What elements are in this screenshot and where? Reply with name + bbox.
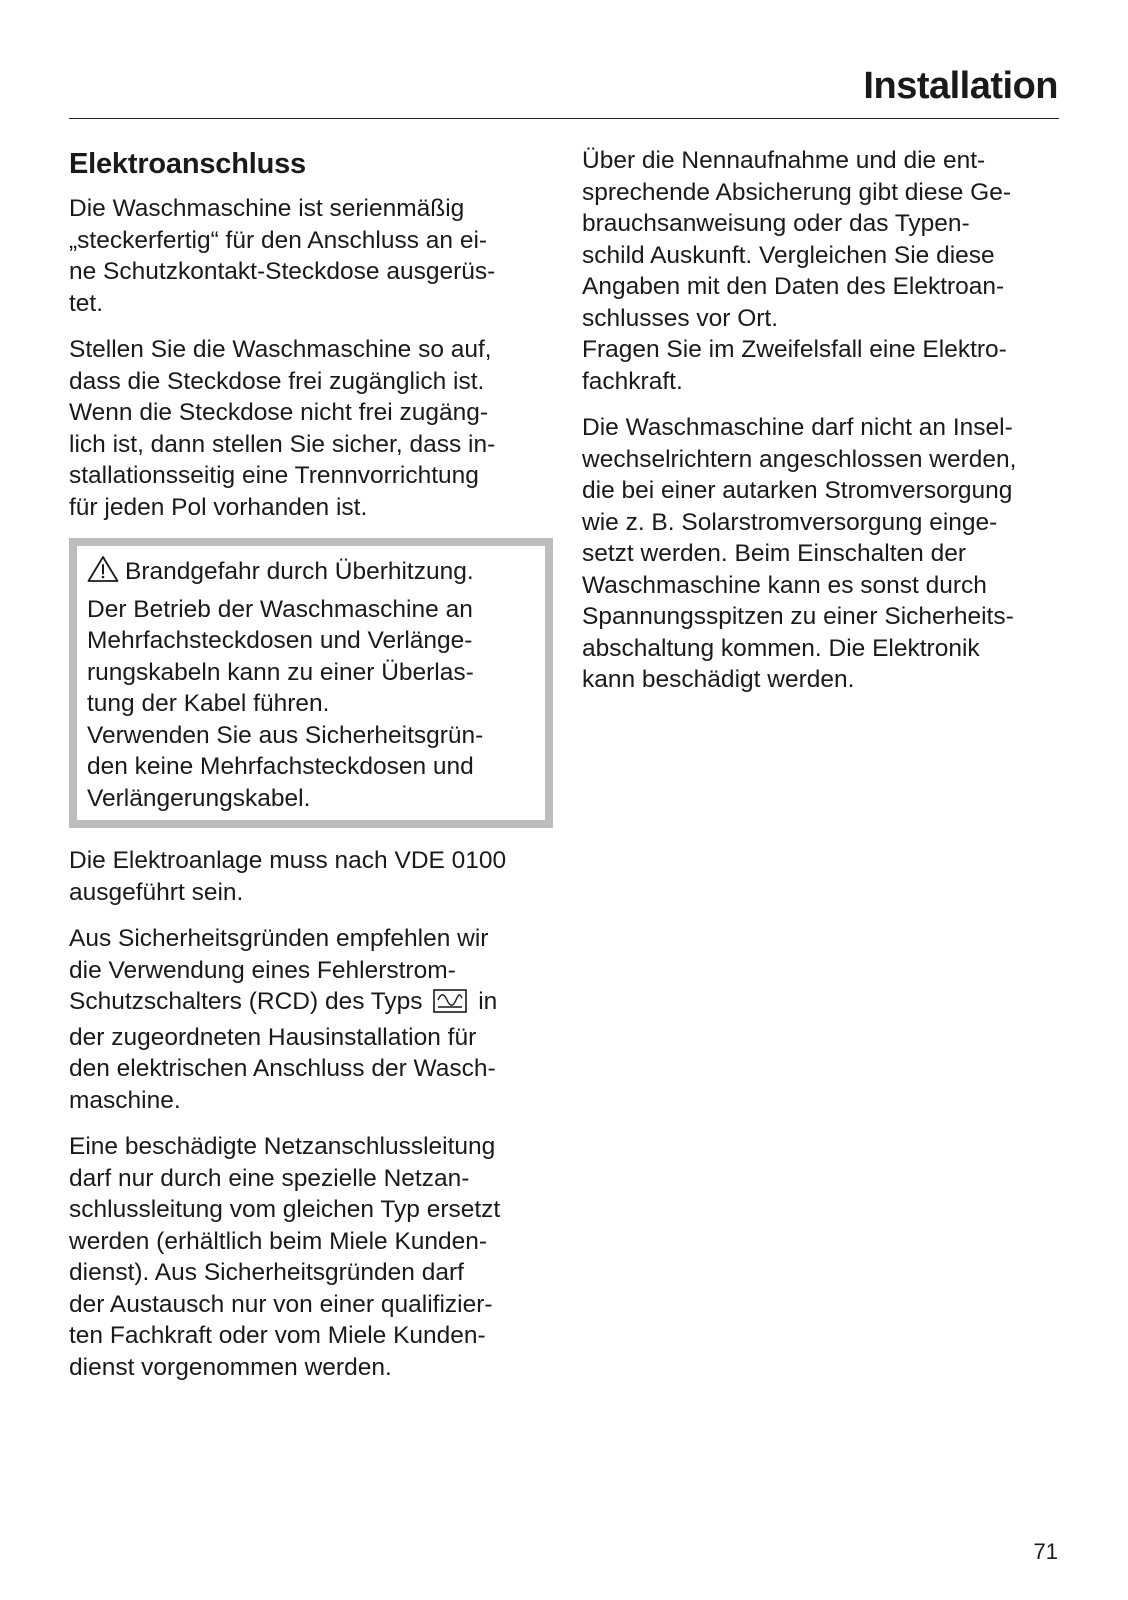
text-line: die bei einer autarken Stromversorgung bbox=[582, 477, 1013, 504]
text-line: fachkraft. bbox=[582, 367, 683, 395]
page-header-title: Installation bbox=[863, 65, 1058, 107]
text-line: Spannungsspitzen zu einer Sicherheits- bbox=[582, 603, 1014, 630]
text-line: werden (erhältlich beim Miele Kunden- bbox=[69, 1227, 488, 1255]
warning-text-line: Der Betrieb der Waschmaschine an bbox=[87, 595, 473, 623]
text-line: Die Waschmaschine darf nicht an Insel- bbox=[582, 414, 1013, 441]
text-line: setzt werden. Beim Einschalten der bbox=[582, 540, 967, 567]
warning-triangle-icon bbox=[87, 555, 119, 592]
text-segment: in bbox=[478, 988, 498, 1015]
text-line: lich ist, dann stellen Sie sicher, dass in- bbox=[69, 430, 496, 458]
text-line: Die Waschmaschine ist serienmäßig bbox=[69, 195, 465, 222]
text-line: für jeden Pol vorhanden ist. bbox=[69, 493, 368, 521]
text-line: ne Schutzkontakt-Steckdose ausgerüs- bbox=[69, 258, 496, 285]
warning-text-line: Verlängerungskabel. bbox=[87, 784, 311, 812]
text-line-with-icon bbox=[69, 986, 554, 1022]
paragraph-socket-access bbox=[69, 334, 554, 523]
paragraph-vde bbox=[69, 845, 554, 908]
rcd-type-icon bbox=[433, 989, 467, 1022]
text-line: Angaben mit den Daten des Elektroan- bbox=[582, 273, 1005, 300]
paragraph-plug-ready bbox=[69, 193, 554, 319]
text-line: schlusses vor Ort. bbox=[582, 304, 779, 332]
text-line: ten Fachkraft oder vom Miele Kunden- bbox=[69, 1322, 486, 1349]
text-line: die Verwendung eines Fehlerstrom- bbox=[69, 956, 456, 984]
text-line: Stellen Sie die Waschmaschine so auf, bbox=[69, 336, 492, 363]
text-line: tet. bbox=[69, 289, 104, 317]
text-line: darf nur durch eine spezielle Netzan- bbox=[69, 1164, 470, 1192]
paragraph-rated-power bbox=[582, 145, 1067, 397]
warning-text-line: rungskabeln kann zu einer Überlas- bbox=[87, 658, 474, 686]
text-line: ausgeführt sein. bbox=[69, 878, 244, 906]
text-line: brauchsanweisung oder das Typen- bbox=[582, 210, 970, 237]
text-line: kann beschädigt werden. bbox=[582, 666, 855, 693]
text-line: der Austausch nur von einer qualifizier- bbox=[69, 1290, 493, 1318]
text-line: Die Elektroanlage muss nach VDE 0100 bbox=[69, 847, 507, 874]
text-line: stallationsseitig eine Trennvorrichtung bbox=[69, 462, 479, 489]
warning-box bbox=[69, 538, 553, 828]
left-column bbox=[69, 146, 554, 1398]
warning-text-line: Mehrfachsteckdosen und Verlänge- bbox=[87, 627, 473, 654]
paragraph-inverter bbox=[582, 412, 1067, 696]
warning-text-line: Verwenden Sie aus Sicherheitsgrün- bbox=[87, 721, 484, 749]
text-line: Waschmaschine kann es sonst durch bbox=[582, 571, 987, 599]
text-line: dienst vorgenommen werden. bbox=[69, 1353, 392, 1381]
paragraph-power-cable bbox=[69, 1131, 554, 1383]
warning-title-row bbox=[87, 555, 535, 592]
right-column bbox=[582, 145, 1067, 711]
text-line: schlussleitung vom gleichen Typ ersetzt bbox=[69, 1196, 501, 1223]
section-title: Elektroanschluss bbox=[69, 148, 306, 180]
text-line: wie z. B. Solarstromversorgung einge- bbox=[582, 508, 998, 536]
text-line: „steckerfertig“ für den Anschluss an ei- bbox=[69, 226, 488, 254]
text-line: Fragen Sie im Zweifelsfall eine Elektro- bbox=[582, 336, 1007, 363]
text-segment: Schutzschalters (RCD) des Typs bbox=[69, 988, 423, 1015]
warning-text-line: tung der Kabel führen. bbox=[87, 690, 330, 717]
warning-text-line: den keine Mehrfachsteckdosen und bbox=[87, 753, 474, 780]
text-line: maschine. bbox=[69, 1086, 181, 1114]
text-line: dienst). Aus Sicherheitsgründen darf bbox=[69, 1259, 464, 1286]
text-line: Wenn die Steckdose nicht frei zugäng- bbox=[69, 399, 489, 426]
paragraph-rcd bbox=[69, 923, 554, 1116]
text-line: Über die Nennaufnahme und die ent- bbox=[582, 147, 986, 174]
text-line: abschaltung kommen. Die Elektronik bbox=[582, 634, 980, 662]
text-line: Aus Sicherheitsgründen empfehlen wir bbox=[69, 925, 489, 952]
text-line: den elektrischen Anschluss der Wasch- bbox=[69, 1055, 496, 1082]
page-number: 71 bbox=[1033, 1539, 1058, 1564]
text-line: sprechende Absicherung gibt diese Ge- bbox=[582, 178, 1012, 206]
text-line: Eine beschädigte Netzanschlussleitung bbox=[69, 1133, 496, 1160]
text-line: dass die Steckdose frei zugänglich ist. bbox=[69, 367, 485, 395]
header-divider bbox=[69, 118, 1059, 119]
warning-title: Brandgefahr durch Überhitzung. bbox=[125, 558, 474, 585]
text-line: schild Auskunft. Vergleichen Sie diese bbox=[582, 241, 995, 269]
text-line: der zugeordneten Hausinstallation für bbox=[69, 1023, 477, 1051]
text-line: wechselrichtern angeschlossen werden, bbox=[582, 445, 1017, 473]
